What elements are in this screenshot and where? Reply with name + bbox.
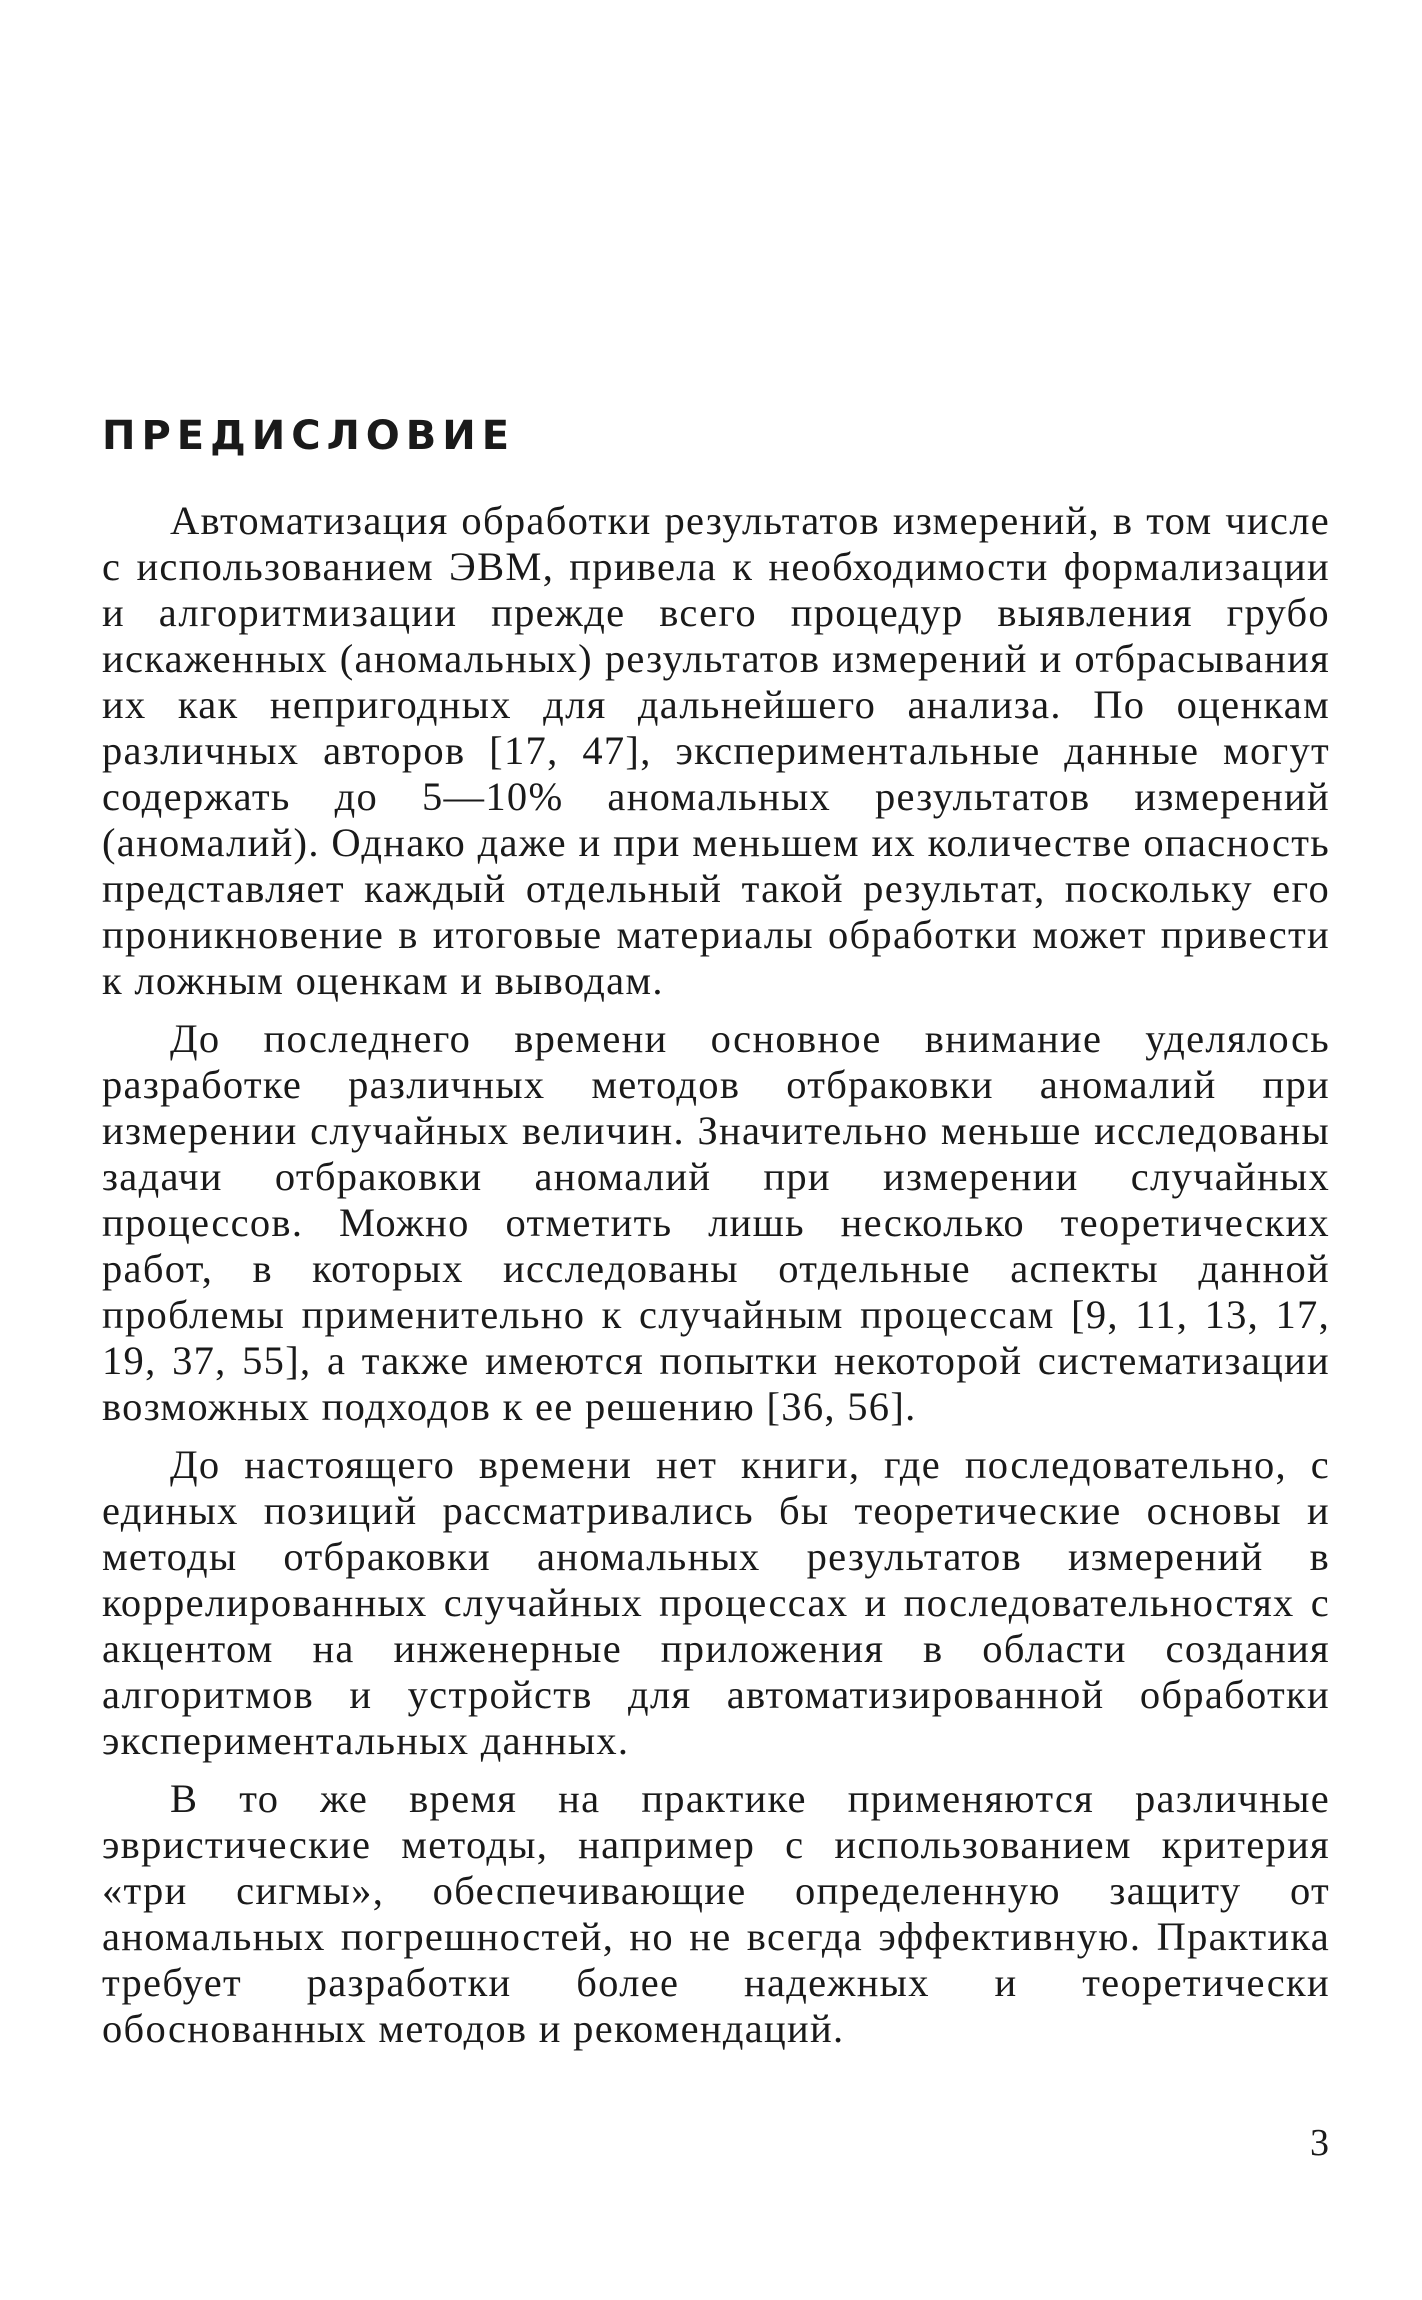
page-number: 3: [1310, 2122, 1329, 2164]
paragraph-3: До настоящего времени нет книги, где последовательно, с единых позиций рассматривались бы теоретические основы и методы отбраковки аномальных результатов измерений в коррелированных случайных процессах и последовательностях с акцентом на инженерные приложения в области создания алгоритмов и устройств для автоматизированной обработки экспериментальных данных.: [102, 1442, 1330, 1763]
page-heading: ПРЕДИСЛОВИЕ: [102, 413, 516, 459]
paragraph-2: До последнего времени основное внимание уделялось разработке различных методов отбраковки аномалий при измерении случайных величин. Значительно меньше исследованы задачи отбраковки аномалий при измерении случайных процессов. Можно отметить лишь несколько теоретических работ, в которых исследованы отдельные аспекты данной проблемы применительно к случайным процессам [9, 11, 13, 17, 19, 37, 55], а также имеются попытки некоторой систематизации возможных подходов к ее решению [36, 56].: [102, 1016, 1330, 1429]
paragraph-1: Автоматизация обработки результатов измерений, в том числе с использованием ЭВМ, привела к необходимости формализации и алгоритмизации прежде всего процедур выявления грубо искаженных (аномальных) результатов измерений и отбрасывания их как непригодных для дальнейшего анализа. По оценкам различных авторов [17, 47], экспериментальные данные могут содержать до 5—10% аномальных результатов измерений (аномалий). Однако даже и при меньшем их количестве опасность представляет каждый отдельный такой результат, поскольку его проникновение в итоговые материалы обработки может привести к ложным оценкам и выводам.: [102, 498, 1330, 1003]
preface-body: [102, 498, 1330, 2064]
paragraph-4: В то же время на практике применяются различные эвристические методы, например с использованием критерия «три сигмы», обеспечивающие определенную защиту от аномальных погрешностей, но не всегда эффективную. Практика требует разработки более надежных и теоретически обоснованных методов и рекомендаций.: [102, 1776, 1330, 2051]
